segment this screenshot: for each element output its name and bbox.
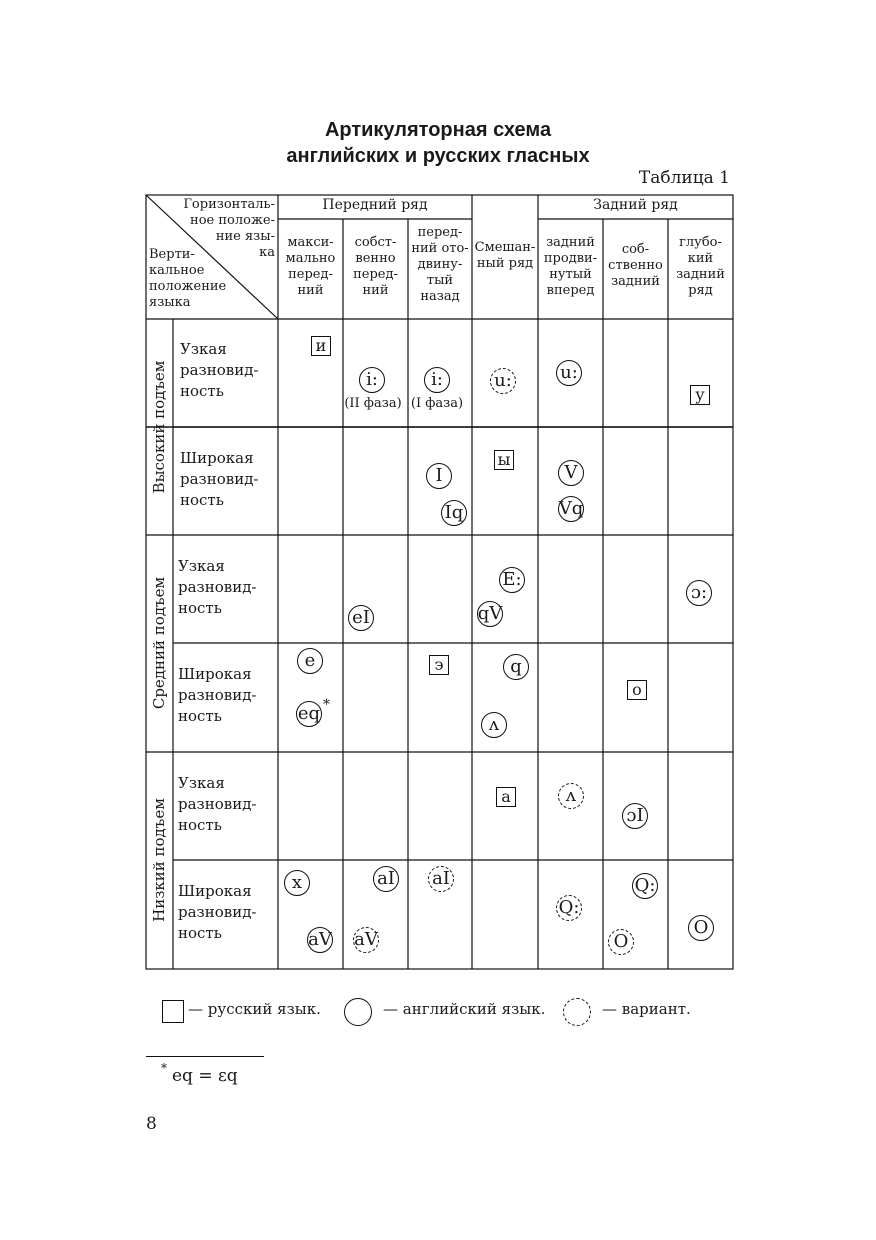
page-title-line2: английских и русских гласных xyxy=(286,145,590,167)
vowel-symbol: i: xyxy=(424,367,450,393)
vowel-symbol: ʌ xyxy=(558,783,584,809)
front-row-header: Передний ряд xyxy=(322,197,428,213)
row-label-mid-wide: Широкая разновид- ность xyxy=(178,665,257,725)
phase-note-2: (II фаза) xyxy=(344,396,402,411)
vowel-symbol: ɔI xyxy=(622,803,648,829)
vowel-symbol: ʌ xyxy=(481,712,507,738)
subcol-header-7: глубо- кий задний ряд xyxy=(676,235,725,298)
vowel-symbol: O xyxy=(688,915,714,941)
vowel-symbol: у xyxy=(690,385,710,405)
footnote-star-marker: * xyxy=(323,697,330,713)
legend-russian-label: — русский язык. xyxy=(188,1000,321,1018)
row-label-high-wide: Широкая разновид- ность xyxy=(180,449,259,509)
legend-english-circle-icon xyxy=(344,998,372,1026)
footnote-divider xyxy=(146,1056,264,1057)
page-number: 8 xyxy=(146,1114,157,1134)
height-group-low: Низкий подъем xyxy=(150,798,168,922)
vowel-symbol: ы xyxy=(494,450,514,470)
vertical-position-label: Верти- кальное положение языка xyxy=(149,247,227,310)
vowel-symbol: и xyxy=(311,336,331,356)
vowel-symbol: aV xyxy=(307,927,333,953)
legend-variant-label: — вариант. xyxy=(602,1000,691,1018)
legend-variant-dashed-circle-icon xyxy=(563,998,591,1026)
table-number: Таблица 1 xyxy=(638,168,730,188)
vowel-symbol: I xyxy=(426,463,452,489)
subcol-header-2: собст- венно перед- ний xyxy=(353,235,398,298)
row-label-low-narrow: Узкая разновид- ность xyxy=(178,774,257,834)
row-label-mid-narrow: Узкая разновид- ность xyxy=(178,557,257,617)
legend-russian-box-icon xyxy=(162,1000,184,1023)
vowel-symbol: о xyxy=(627,680,647,700)
vowel-symbol: ɔ: xyxy=(686,580,712,606)
row-label-low-wide: Широкая разновид- ность xyxy=(178,882,257,942)
vowel-symbol: q xyxy=(503,654,529,680)
vowel-symbol: Iq xyxy=(441,500,467,526)
vowel-symbol: э xyxy=(429,655,449,675)
height-group-mid: Средний подъем xyxy=(150,576,168,710)
vowel-symbol: qV xyxy=(477,601,503,627)
vowel-symbol: aV xyxy=(353,927,379,953)
vowel-symbol: eq xyxy=(296,701,322,727)
page-title-line1: Артикуляторная схема xyxy=(324,119,552,141)
height-group-high: Высокий подъем xyxy=(150,360,168,494)
vowel-symbol: Q: xyxy=(556,895,582,921)
footnote-star: * xyxy=(161,1061,167,1075)
vowel-symbol: u: xyxy=(556,360,582,386)
subcol-header-3: перед- ний ото- двину- тый назад xyxy=(411,225,469,304)
phase-note-1: (I фаза) xyxy=(410,396,464,411)
vowel-symbol: i: xyxy=(359,367,385,393)
vowel-symbol: а xyxy=(496,787,516,807)
legend-english-label: — английский язык. xyxy=(383,1000,546,1018)
vowel-symbol: Q: xyxy=(632,873,658,899)
row-label-high-narrow: Узкая разновид- ность xyxy=(180,340,259,400)
vowel-symbol: E: xyxy=(499,567,525,593)
horizontal-position-label: Горизонталь- ное положе- ние язы- ка xyxy=(183,197,275,260)
vowel-symbol: O xyxy=(608,929,634,955)
subcol-header-5: задний продви- нутый вперед xyxy=(543,235,598,298)
vowel-symbol: aI xyxy=(373,866,399,892)
subcol-header-6: соб- ственно задний xyxy=(608,242,663,289)
vowel-symbol: eI xyxy=(348,605,374,631)
vowel-symbol: aI xyxy=(428,866,454,892)
vowel-symbol: x xyxy=(284,870,310,896)
vowel-symbol: Vq xyxy=(558,496,584,522)
vowel-symbol: V xyxy=(558,460,584,486)
vowel-symbol: u: xyxy=(490,368,516,394)
vowel-symbol: e xyxy=(297,648,323,674)
subcol-header-1: макси- мально перед- ний xyxy=(285,235,336,298)
footnote-text: eq = εq xyxy=(172,1066,238,1086)
mixed-row-header: Смешан- ный ряд xyxy=(474,240,536,271)
back-row-header: Задний ряд xyxy=(593,197,678,213)
